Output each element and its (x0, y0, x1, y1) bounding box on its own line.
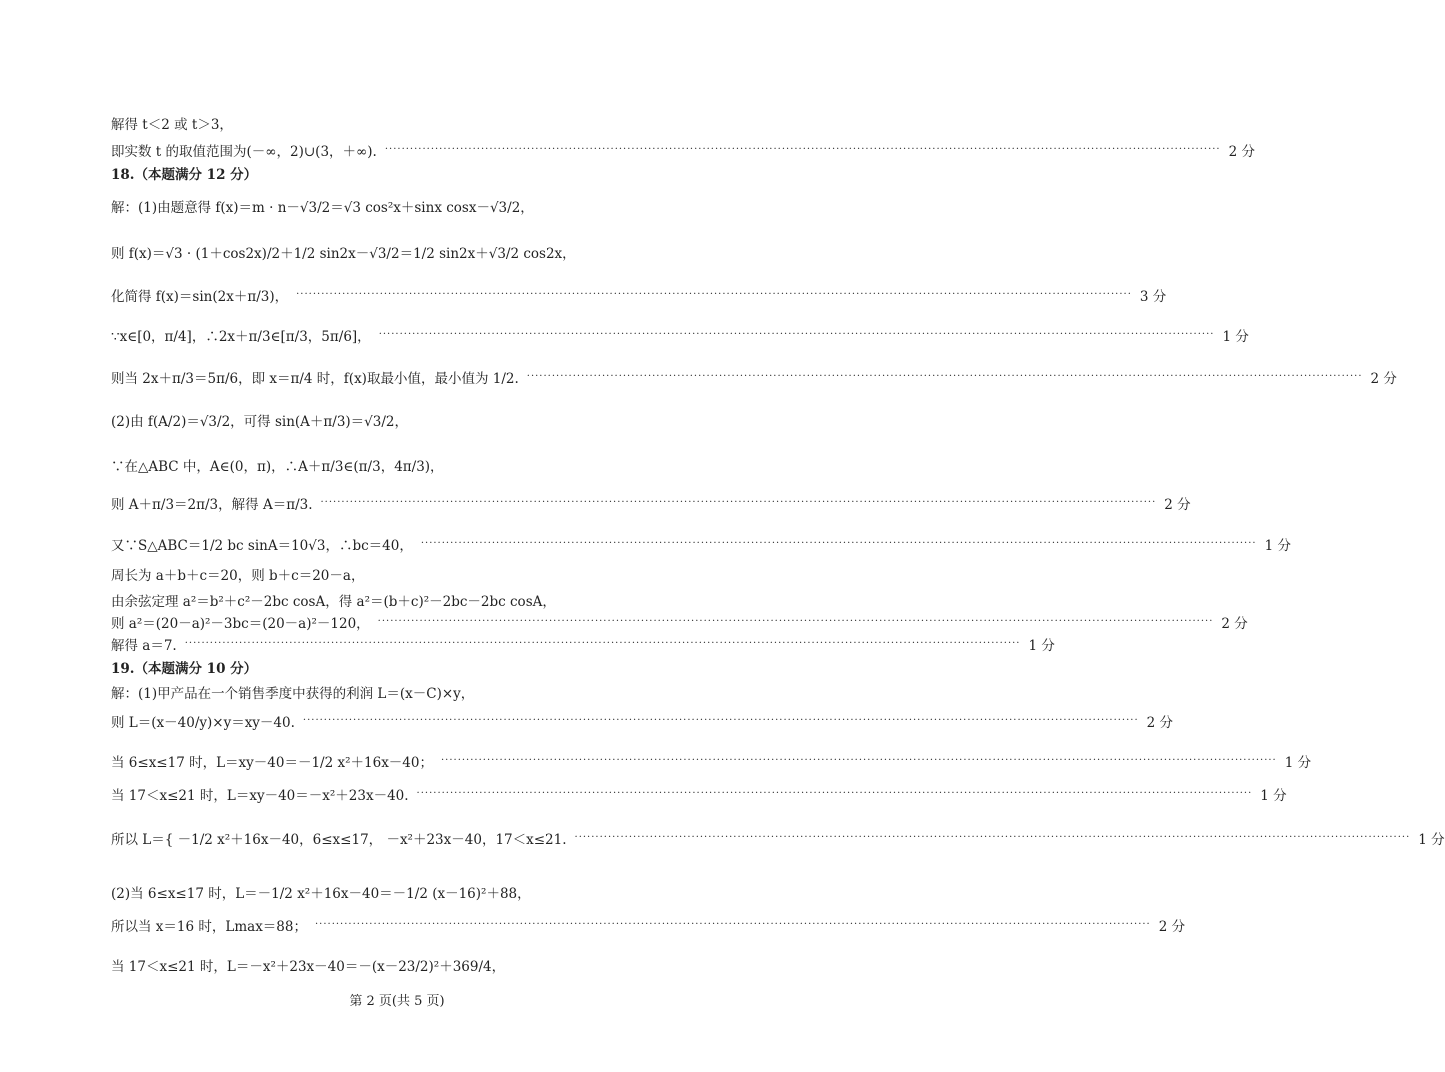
leader-dots: ········································································································································································································ (314, 919, 1151, 930)
score-points: 3 分 (1139, 289, 1167, 305)
solution-line (111, 367, 1397, 387)
solution-line (111, 682, 698, 702)
line-text: 当 6≤x≤17 时，L＝xy－40＝－1/2 x²＋16x－40； (111, 755, 433, 771)
line-text: 则 a²＝(20－a)²－3bc＝(20－a)²－120， (111, 616, 370, 632)
score-points: 1 分 (1284, 755, 1312, 771)
line-text: 则当 2x＋π/3＝5π/6，即 x＝π/4 时，f(x)取最小值，最小值为 1/2. (111, 371, 519, 387)
section-heading (111, 163, 698, 183)
solution-line (111, 590, 698, 610)
line-text: 当 17＜x≤21 时，L＝－x²＋23x－40＝－(x－23/2)²＋369/4， (111, 959, 506, 975)
score-points: 2 分 (1146, 715, 1174, 731)
solution-line (111, 242, 698, 262)
solution-line (111, 196, 698, 216)
score-points: 1 分 (1264, 538, 1291, 554)
leader-dots: ········································································································································································································ (420, 538, 1257, 549)
line-text: 又∵S△ABC＝1/2 bc sinA＝10√3，∴bc＝40， (111, 538, 413, 554)
line-text: (2)由 f(A/2)＝√3/2，可得 sin(A＋π/3)＝√3/2， (111, 414, 409, 430)
solution-line (111, 634, 1055, 654)
solution-line (111, 285, 1167, 305)
solution-line (111, 612, 1248, 632)
leader-dots: ········································································································································································································ (296, 289, 1132, 300)
line-text: 所以当 x＝16 时，Lmax＝88； (111, 919, 307, 935)
line-text: 则 f(x)＝√3 · (1＋cos2x)/2＋1/2 sin2x－√3/2＝1/2 sin2x＋√3/2 cos2x， (111, 246, 576, 262)
line-text: 18.（本题满分 12 分） (111, 167, 258, 183)
score-points: 2 分 (1158, 919, 1186, 935)
solution-line (111, 455, 698, 475)
solution-line (111, 711, 1174, 731)
leader-dots: ········································································································································································································ (378, 329, 1215, 340)
leader-dots: ········································································································································································································ (320, 497, 1157, 508)
leader-dots: ········································································································································································································ (377, 616, 1214, 627)
solution-line (111, 955, 698, 975)
line-text: 化简得 f(x)＝sin(2x＋π/3)， (111, 289, 289, 305)
line-text: 解得 a＝7. (111, 638, 177, 654)
score-points: 1 分 (1222, 329, 1249, 345)
leader-dots: ········································································································································································································ (416, 788, 1253, 799)
solution-line (111, 534, 1291, 554)
page-footer: 第 2 页(共 5 页) (349, 994, 445, 1009)
line-text: 由余弦定理 a²＝b²＋c²－2bc cosA，得 a²＝(b＋c)²－2bc－2bc cosA， (111, 594, 556, 610)
score-points: 2 分 (1221, 616, 1248, 632)
leader-dots: ········································································································································································································ (574, 832, 1411, 843)
line-text: 周长为 a＋b＋c＝20，则 b＋c＝20－a， (111, 568, 365, 584)
solution-line (111, 410, 698, 430)
score-points: 2 分 (1164, 497, 1191, 513)
solution-line (111, 828, 1445, 848)
solution-line (111, 751, 1312, 771)
line-text: 则 L＝(x－40/y)×y＝xy－40. (111, 715, 295, 731)
line-text: 19.（本题满分 10 分） (111, 661, 258, 677)
line-text: 所以 L＝{ －1/2 x²＋16x－40，6≤x≤17， －x²＋23x－40，17＜x≤21. (111, 832, 567, 848)
solution-line (111, 140, 1255, 160)
solution-line (111, 882, 698, 902)
leader-dots: ········································································································································································································ (440, 755, 1277, 766)
score-points: 2 分 (1228, 144, 1255, 160)
score-points: 1 分 (1418, 832, 1445, 848)
leader-dots: ········································································································································································································ (302, 715, 1139, 726)
section-heading (111, 657, 698, 677)
line-text: 当 17＜x≤21 时，L＝xy－40＝－x²＋23x－40. (111, 788, 409, 804)
score-points: 2 分 (1370, 371, 1397, 387)
solution-line (111, 113, 698, 133)
solution-line (111, 325, 1249, 345)
line-text: 解：(1)甲产品在一个销售季度中获得的利润 L＝(x－C)×y， (111, 686, 475, 702)
solution-line (111, 784, 1287, 804)
line-text: (2)当 6≤x≤17 时，L＝－1/2 x²＋16x－40＝－1/2 (x－16)²＋88， (111, 886, 531, 902)
line-text: 解得 t＜2 或 t＞3， (111, 117, 233, 133)
solution-line (111, 564, 698, 584)
score-points: 1 分 (1028, 638, 1055, 654)
line-text: ∵在△ABC 中，A∈(0，π)，∴A＋π/3∈(π/3，4π/3)， (111, 459, 444, 475)
line-text: ∵x∈[0，π/4]，∴2x＋π/3∈[π/3，5π/6]， (111, 329, 371, 345)
leader-dots: ········································································································································································································ (184, 638, 1021, 649)
solution-line (111, 493, 1191, 513)
line-text: 则 A＋π/3＝2π/3，解得 A＝π/3. (111, 497, 313, 513)
solution-line (111, 915, 1186, 935)
score-points: 1 分 (1260, 788, 1287, 804)
leader-dots: ········································································································································································································ (384, 144, 1221, 155)
line-text: 即实数 t 的取值范围为(－∞，2)∪(3，＋∞). (111, 144, 377, 160)
leader-dots: ········································································································································································································ (526, 371, 1363, 382)
line-text: 解：(1)由题意得 f(x)＝m · n－√3/2＝√3 cos²x＋sinx cosx－√3/2， (111, 200, 534, 216)
